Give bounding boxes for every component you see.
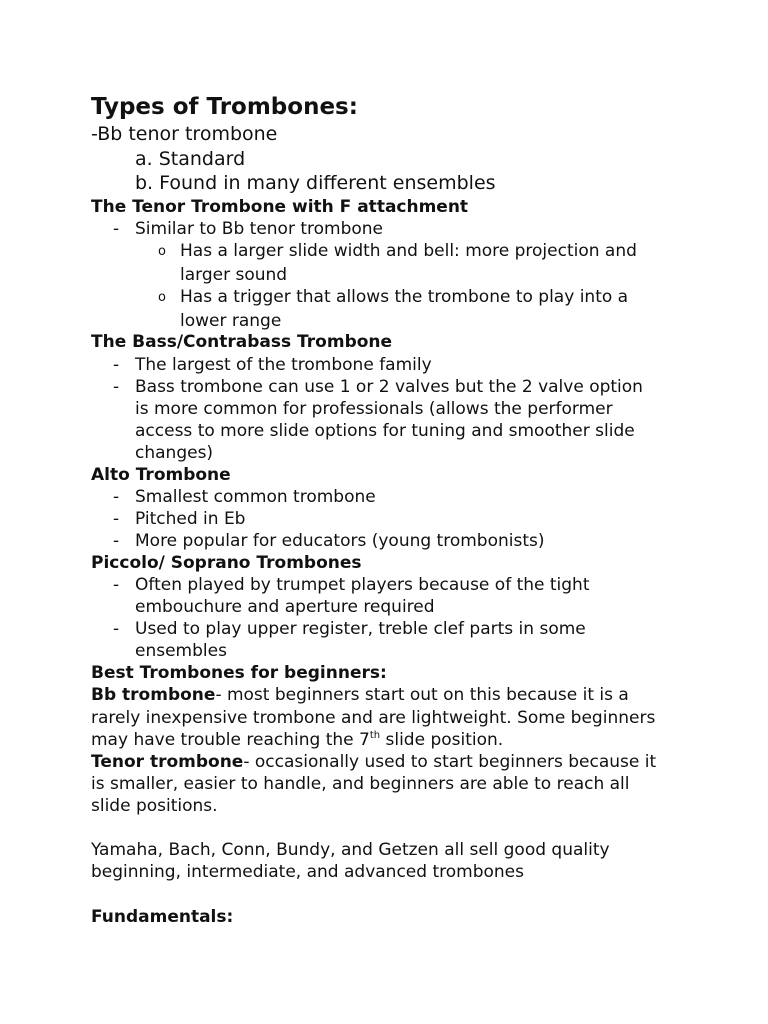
bb-trombone-text: may have trouble reaching the 7 xyxy=(91,730,370,750)
dash-marker: - xyxy=(113,531,120,551)
alto-heading: Alto Trombone xyxy=(91,465,231,485)
dash-marker: - xyxy=(113,575,120,595)
f-attachment-sub-1-line-1: Has a larger slide width and bell: more projection and xyxy=(180,241,637,261)
dash-marker: - xyxy=(91,123,98,145)
fundamentals-heading: Fundamentals: xyxy=(91,907,234,927)
f-attachment-heading: The Tenor Trombone with F attachment xyxy=(91,197,469,217)
bb-trombone-paragraph-line-2: rarely inexpensive trombone and are lightweight. Some beginners xyxy=(91,708,656,728)
dash-marker: - xyxy=(113,509,120,529)
bass-item-2-line-2: is more common for professionals (allows the performer xyxy=(135,399,613,419)
bb-trombone-paragraph-line-3 xyxy=(91,729,503,751)
bb-tenor-item-a: a. Standard xyxy=(135,148,246,170)
alto-item-2: Pitched in Eb xyxy=(135,509,246,529)
bb-tenor-heading xyxy=(91,122,277,146)
bullet-marker: o xyxy=(158,290,166,305)
dash-marker: - xyxy=(113,619,120,639)
page-title: Types of Trombones: xyxy=(91,94,358,120)
beginners-heading: Best Trombones for beginners: xyxy=(91,663,387,683)
bass-item-2-line-1: Bass trombone can use 1 or 2 valves but the 2 valve option xyxy=(135,377,643,397)
bb-tenor-item-b: b. Found in many different ensembles xyxy=(135,172,496,194)
bb-tenor-label: Bb tenor trombone xyxy=(97,123,278,145)
dash-marker: - xyxy=(113,377,120,397)
dash-marker: - xyxy=(113,487,120,507)
f-attachment-sub-2-line-2: lower range xyxy=(180,311,282,331)
dash-marker: - xyxy=(113,355,120,375)
tenor-trombone-term: Tenor trombone xyxy=(91,752,244,772)
tenor-trombone-paragraph-line-2: is smaller, easier to handle, and beginners are able to reach all xyxy=(91,774,630,794)
bass-item-2-line-3: access to more slide options for tuning and smoother slide xyxy=(135,421,635,441)
bass-item-1: The largest of the trombone family xyxy=(135,355,432,375)
bullet-marker: o xyxy=(158,244,166,259)
piccolo-item-2-line-2: ensembles xyxy=(135,641,227,661)
bb-trombone-term: Bb trombone xyxy=(91,685,216,705)
piccolo-heading: Piccolo/ Soprano Trombones xyxy=(91,553,362,573)
bb-trombone-paragraph-line-1 xyxy=(91,684,629,706)
tenor-trombone-paragraph-line-3: slide positions. xyxy=(91,796,218,816)
alto-item-1: Smallest common trombone xyxy=(135,487,376,507)
bb-trombone-text: - most beginners start out on this because it is a xyxy=(215,685,629,705)
f-attachment-sub-1-line-2: larger sound xyxy=(180,265,288,285)
piccolo-item-1-line-1: Often played by trumpet players because of the tight xyxy=(135,575,590,595)
bass-item-2-line-4: changes) xyxy=(135,443,214,463)
alto-item-3: More popular for educators (young trombonists) xyxy=(135,531,545,551)
piccolo-item-1-line-2: embouchure and aperture required xyxy=(135,597,435,617)
tenor-trombone-paragraph-line-1 xyxy=(91,751,656,773)
tenor-trombone-text: - occasionally used to start beginners because it xyxy=(243,752,657,772)
f-attachment-item-1: Similar to Bb tenor trombone xyxy=(135,219,384,239)
piccolo-item-2-line-1: Used to play upper register, treble clef parts in some xyxy=(135,619,586,639)
f-attachment-sub-2-line-1: Has a trigger that allows the trombone to play into a xyxy=(180,287,629,307)
bass-heading: The Bass/Contrabass Trombone xyxy=(91,332,393,352)
brands-line-1: Yamaha, Bach, Conn, Bundy, and Getzen all sell good quality xyxy=(91,840,610,860)
bb-trombone-text: slide position. xyxy=(380,730,504,750)
brands-line-2: beginning, intermediate, and advanced trombones xyxy=(91,862,524,882)
superscript: th xyxy=(369,730,381,741)
dash-marker: - xyxy=(113,219,120,239)
